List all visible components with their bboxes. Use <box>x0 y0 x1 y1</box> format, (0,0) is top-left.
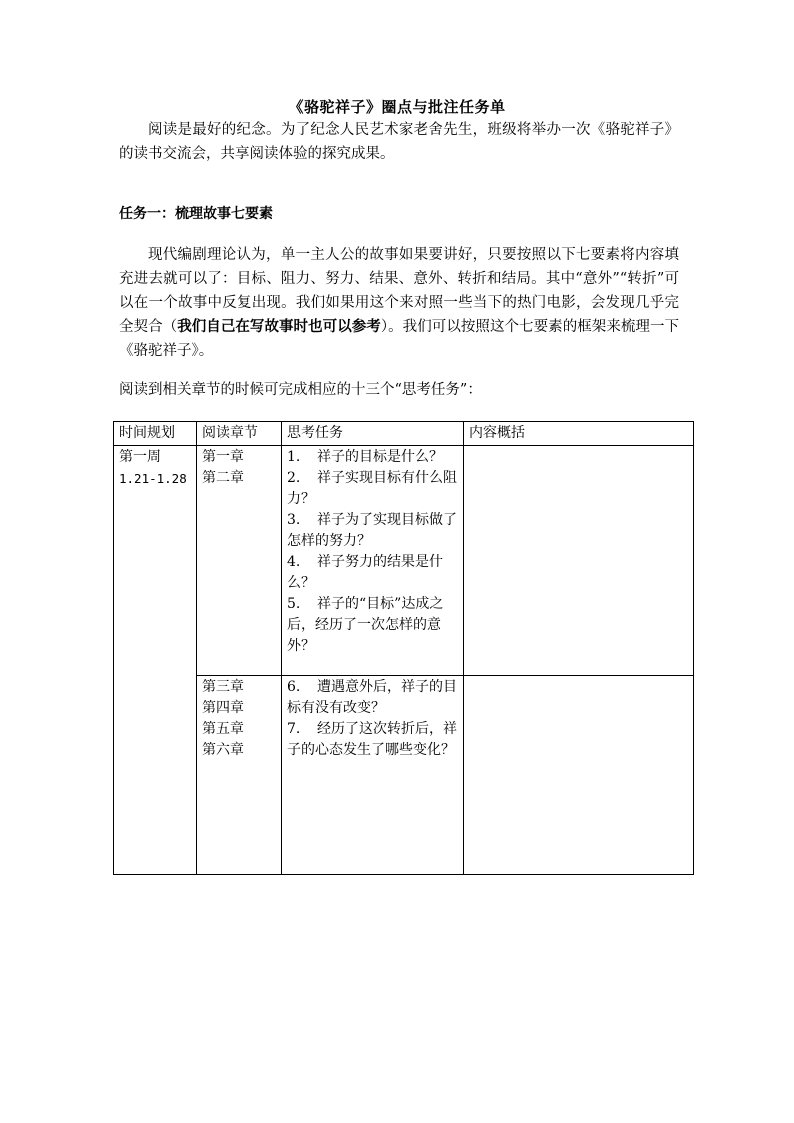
task-item: 7. 经历了这次转折后，祥子的心态发生了哪些变化？ <box>287 721 457 758</box>
task-item: 2. 祥子实现目标有什么阻力？ <box>287 470 457 507</box>
intro-paragraph: 阅读是最好的纪念。为了纪念人民艺术家老舍先生，班级将举办一次《骆驼祥子》的读书交流会，共享阅读体验的探究成果。 <box>119 122 679 162</box>
task-table <box>113 421 694 875</box>
task-item: 4. 祥子努力的结果是什么？ <box>287 554 443 591</box>
summary-cell[interactable] <box>464 676 694 875</box>
chapter-cell <box>197 446 282 676</box>
chapter-label: 第四章 <box>202 700 244 716</box>
task-cell <box>282 676 464 875</box>
body-text-part1: 现代编剧理论认为，单一主人公的故事如果要讲好，只要按照以下七要素将内容填充进去就可以了：目标、阻力、努力、结果、意外、转折和结局。其中“意外”“转折”可以在一个故事中反复出现。我们如果用这个来对照一些当下的热门电影，会发现几乎完全契合（ <box>119 247 679 335</box>
header-time: 时间规划 <box>114 422 197 446</box>
task1-heading: 任务一：梳理故事七要素 <box>119 206 273 222</box>
body-paragraph <box>119 243 679 363</box>
chapter-label: 第六章 <box>202 742 244 758</box>
table-row <box>114 446 694 676</box>
chapter-label: 第二章 <box>202 470 244 486</box>
chapter-label: 第三章 <box>202 679 244 695</box>
body-text-bold: 我们自己在写故事时也可以参考 <box>177 318 381 335</box>
summary-cell[interactable] <box>464 446 694 676</box>
task-item: 1. 祥子的目标是什么？ <box>287 449 443 465</box>
header-task: 思考任务 <box>282 422 464 446</box>
table-row <box>114 676 694 875</box>
header-chapter: 阅读章节 <box>197 422 282 446</box>
week-label: 第一周 <box>119 449 161 465</box>
task-note: 阅读到相关章节的时候可完成相应的十三个“思考任务”： <box>119 382 482 398</box>
task-item: 6. 遭遇意外后，祥子的目标有没有改变？ <box>287 679 457 716</box>
chapter-label: 第五章 <box>202 721 244 737</box>
task-item: 5. 祥子的“目标”达成之后，经历了一次怎样的意外？ <box>287 596 444 654</box>
header-summary: 内容概括 <box>464 422 694 446</box>
time-cell <box>114 446 197 875</box>
task-cell <box>282 446 464 676</box>
document-title: 《骆驼祥子》圈点与批注任务单 <box>288 98 506 116</box>
table-header-row <box>114 422 694 446</box>
date-range: 1.21-1.28 <box>119 471 187 486</box>
chapter-cell <box>197 676 282 875</box>
task-item: 3. 祥子为了实现目标做了怎样的努力？ <box>287 512 457 549</box>
body-text-part2: ）。我们可以按照这个七要素的框架来梳理一下《骆驼祥子》。 <box>119 319 680 359</box>
chapter-label: 第一章 <box>202 449 244 465</box>
